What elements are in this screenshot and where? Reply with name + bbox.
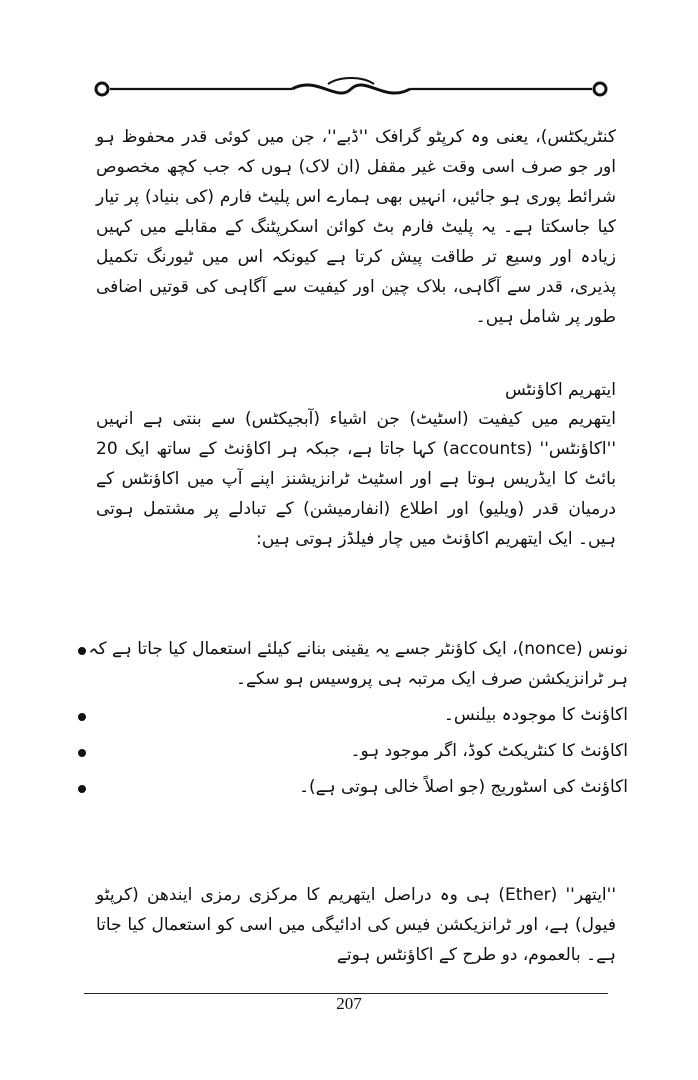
list-item-text: اکاؤنٹ کا موجودہ بیلنس۔ <box>443 705 628 725</box>
list-item <box>88 700 628 730</box>
section-heading: ایتھریم اکاؤنٹس <box>505 380 616 400</box>
bullet-icon <box>78 647 86 655</box>
list-item <box>88 772 628 802</box>
list-item-text: اکاؤنٹ کی اسٹوریج (جو اصلاً خالی ہوتی ہے)۔ <box>299 777 628 797</box>
bullet-list <box>88 634 684 808</box>
bullet-icon <box>78 785 86 793</box>
header-ornament <box>92 72 610 106</box>
bullet-icon <box>78 749 86 757</box>
paragraph: ایتھریم میں کیفیت (اسٹیٹ) جن اشیاء (آبجیکٹس) سے بنتی ہے انہیں ''اکاؤنٹس'' (accounts) کہا جاتا ہے، جبکہ ہر اکاؤنٹ کے ساتھ ایک 20 بائٹ کا ایڈریس ہوتا ہے اور اسٹیٹ ٹرانزیشنز اپنے آپ میں اکاؤنٹس کے درمیان قدر (ویلیو) اور اطلاع (انفارمیشن) کے تبادلے پر مشتمل ہوتی ہیں۔ ایک ایتھریم اکاؤنٹ میں چار فیلڈز ہوتی ہیں: <box>96 409 616 549</box>
page-number: 207 <box>336 994 362 1013</box>
paragraph: ''ایتھر'' (Ether) ہی وہ دراصل ایتھریم کا مرکزی رمزی ایندھن (کرپٹو فیول) ہے، اور ٹرانزیکشن فیس کی ادائیگی میں اسی کو استعمال کیا جاتا ہے۔ بالعموم، دو طرح کے اکاؤنٹس ہوتے <box>96 885 616 965</box>
list-item-text: اکاؤنٹ کا کنٹریکٹ کوڈ، اگر موجود ہو۔ <box>350 741 628 761</box>
bullet-icon <box>78 713 86 721</box>
list-item <box>88 634 628 694</box>
list-item <box>88 736 628 766</box>
paragraph: کنٹریکٹس)، یعنی وہ کرپٹو گرافک ''ڈبے''، جن میں کوئی قدر محفوظ ہو اور جو صرف اسی وقت غیر مقفل (ان لاک) ہوں کہ جب کچھ مخصوص شرائط پوری ہو جائیں، انہیں بھی ہمارے اس پلیٹ فارم (کی بنیاد) پر تیار کیا جاسکتا ہے۔ یہ پلیٹ فارم بٹ کوائن اسکرپٹنگ کے مقابلے میں کہیں زیادہ اور وسیع تر طاقت پیش کرتا ہے کیونکہ اس میں ٹیورنگ تکمیل پذیری، قدر سے آگاہی، بلاک چین اور کیفیت سے آگاہی کی قوتیں اضافی طور پر شامل ہیں۔ <box>96 127 616 327</box>
list-item-text: نونس (nonce)، ایک کاؤنٹر جسے یہ یقینی بنانے کیلئے استعمال کیا جاتا ہے کہ ہر ٹرانزیکشن صرف ایک مرتبہ ہی پروسیس ہو سکے۔ <box>88 639 628 689</box>
